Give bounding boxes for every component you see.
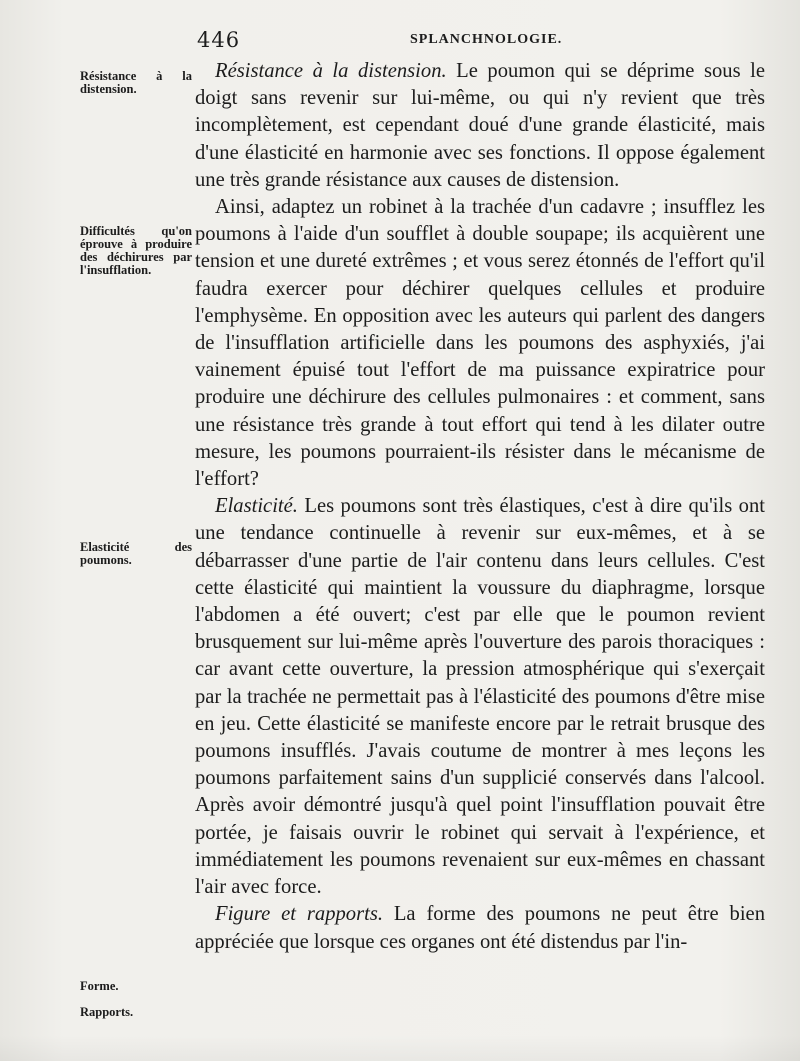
page-header — [0, 28, 800, 58]
running-head: SPLANCHNOLOGIE. — [410, 32, 563, 47]
margin-note-resistance: Résistance à la distension. — [80, 69, 192, 96]
paragraph-text: Les poumons sont très élastiques, c'est à dire qu'ils ont une tendance continuelle à revenir sur eux-mêmes, et à se débarrasser d'une partie de l'air contenu dans leurs cellules. C'est cette élasticité qui maintient la voussure du diaphragme, lorsque l'abdomen a été ouvert; c'est par elle que le poumon revient brusquement sur lui-même après l'ouverture des parois thoraciques : car avant cette ouverture, la pression atmosphérique qui s'exerçait par la trachée ne permettait pas à l'élasticité des poumons d'être mise en jeu. Cette élasticité se manifeste encore par le retrait brusque des poumons insufflés. J'avais coutume de montrer à mes leçons les poumons parfaitement sains d'un supplicié conservés dans l'alcool. Après avoir démontré jusqu'à quel point l'insufflation pouvait être portée, je faisais ouvrir le robinet qui servait à l'expérience, et immédiatement les poumons revenaient sur eux-mêmes en chassant l'air avec force. — [195, 495, 765, 899]
page-edge-shadow — [0, 1035, 800, 1061]
paragraph — [195, 901, 765, 955]
margin-note-elasticite: Elasticité des poumons. — [80, 540, 192, 567]
page-number: 446 — [197, 28, 241, 52]
paragraph — [195, 58, 765, 194]
margin-note-forme: Forme. — [80, 979, 119, 993]
paragraph-text: Le poumon qui se déprime sous le doigt sans revenir sur lui-même, ou qui n'y revient que très incomplètement, est cependant doué d'une grande élasticité, mais d'une élasticité en harmonie avec ses fonctions. Il oppose également une très grande résistance aux causes de distension. — [195, 60, 765, 191]
paragraph — [195, 194, 765, 493]
paragraph-heading: Elasticité. — [215, 495, 298, 518]
paragraph-text: Ainsi, adaptez un robinet à la trachée d'un cadavre ; insufflez les poumons à l'aide d'un soufflet à double soupape; ils acquièrent une tension et une dureté extrêmes ; et vous serez étonnés de l'effort qu'il faudra exercer pour déchirer quelques cellules et produire l'emphysème. En opposition avec les auteurs qui parlent des dangers de l'insufflation artificielle dans les poumons des asphyxiés, j'ai vainement épuisé tout l'effort de ma puissance expiratrice pour produire une déchirure des cellules pulmonaires : et comment, sans une résistance très grande à tout effort qui tend à les dilater outre mesure, les poumons pourraient-ils résister dans le mécanisme de l'effort? — [195, 196, 765, 491]
body-text — [195, 58, 765, 956]
paragraph-heading: Figure et rapports. — [215, 903, 383, 926]
margin-note-difficultes: Difficultés qu'on éprouve à produire des déchirures par l'insufflation. — [80, 224, 192, 277]
paragraph-heading: Résistance à la distension. — [215, 60, 447, 82]
paragraph-text: La forme des poumons ne peut être bien appréciée que lorsque ces organes ont été distendus par l'in- — [195, 903, 765, 953]
margin-note-rapports: Rapports. — [80, 1005, 134, 1019]
paragraph — [195, 493, 765, 901]
